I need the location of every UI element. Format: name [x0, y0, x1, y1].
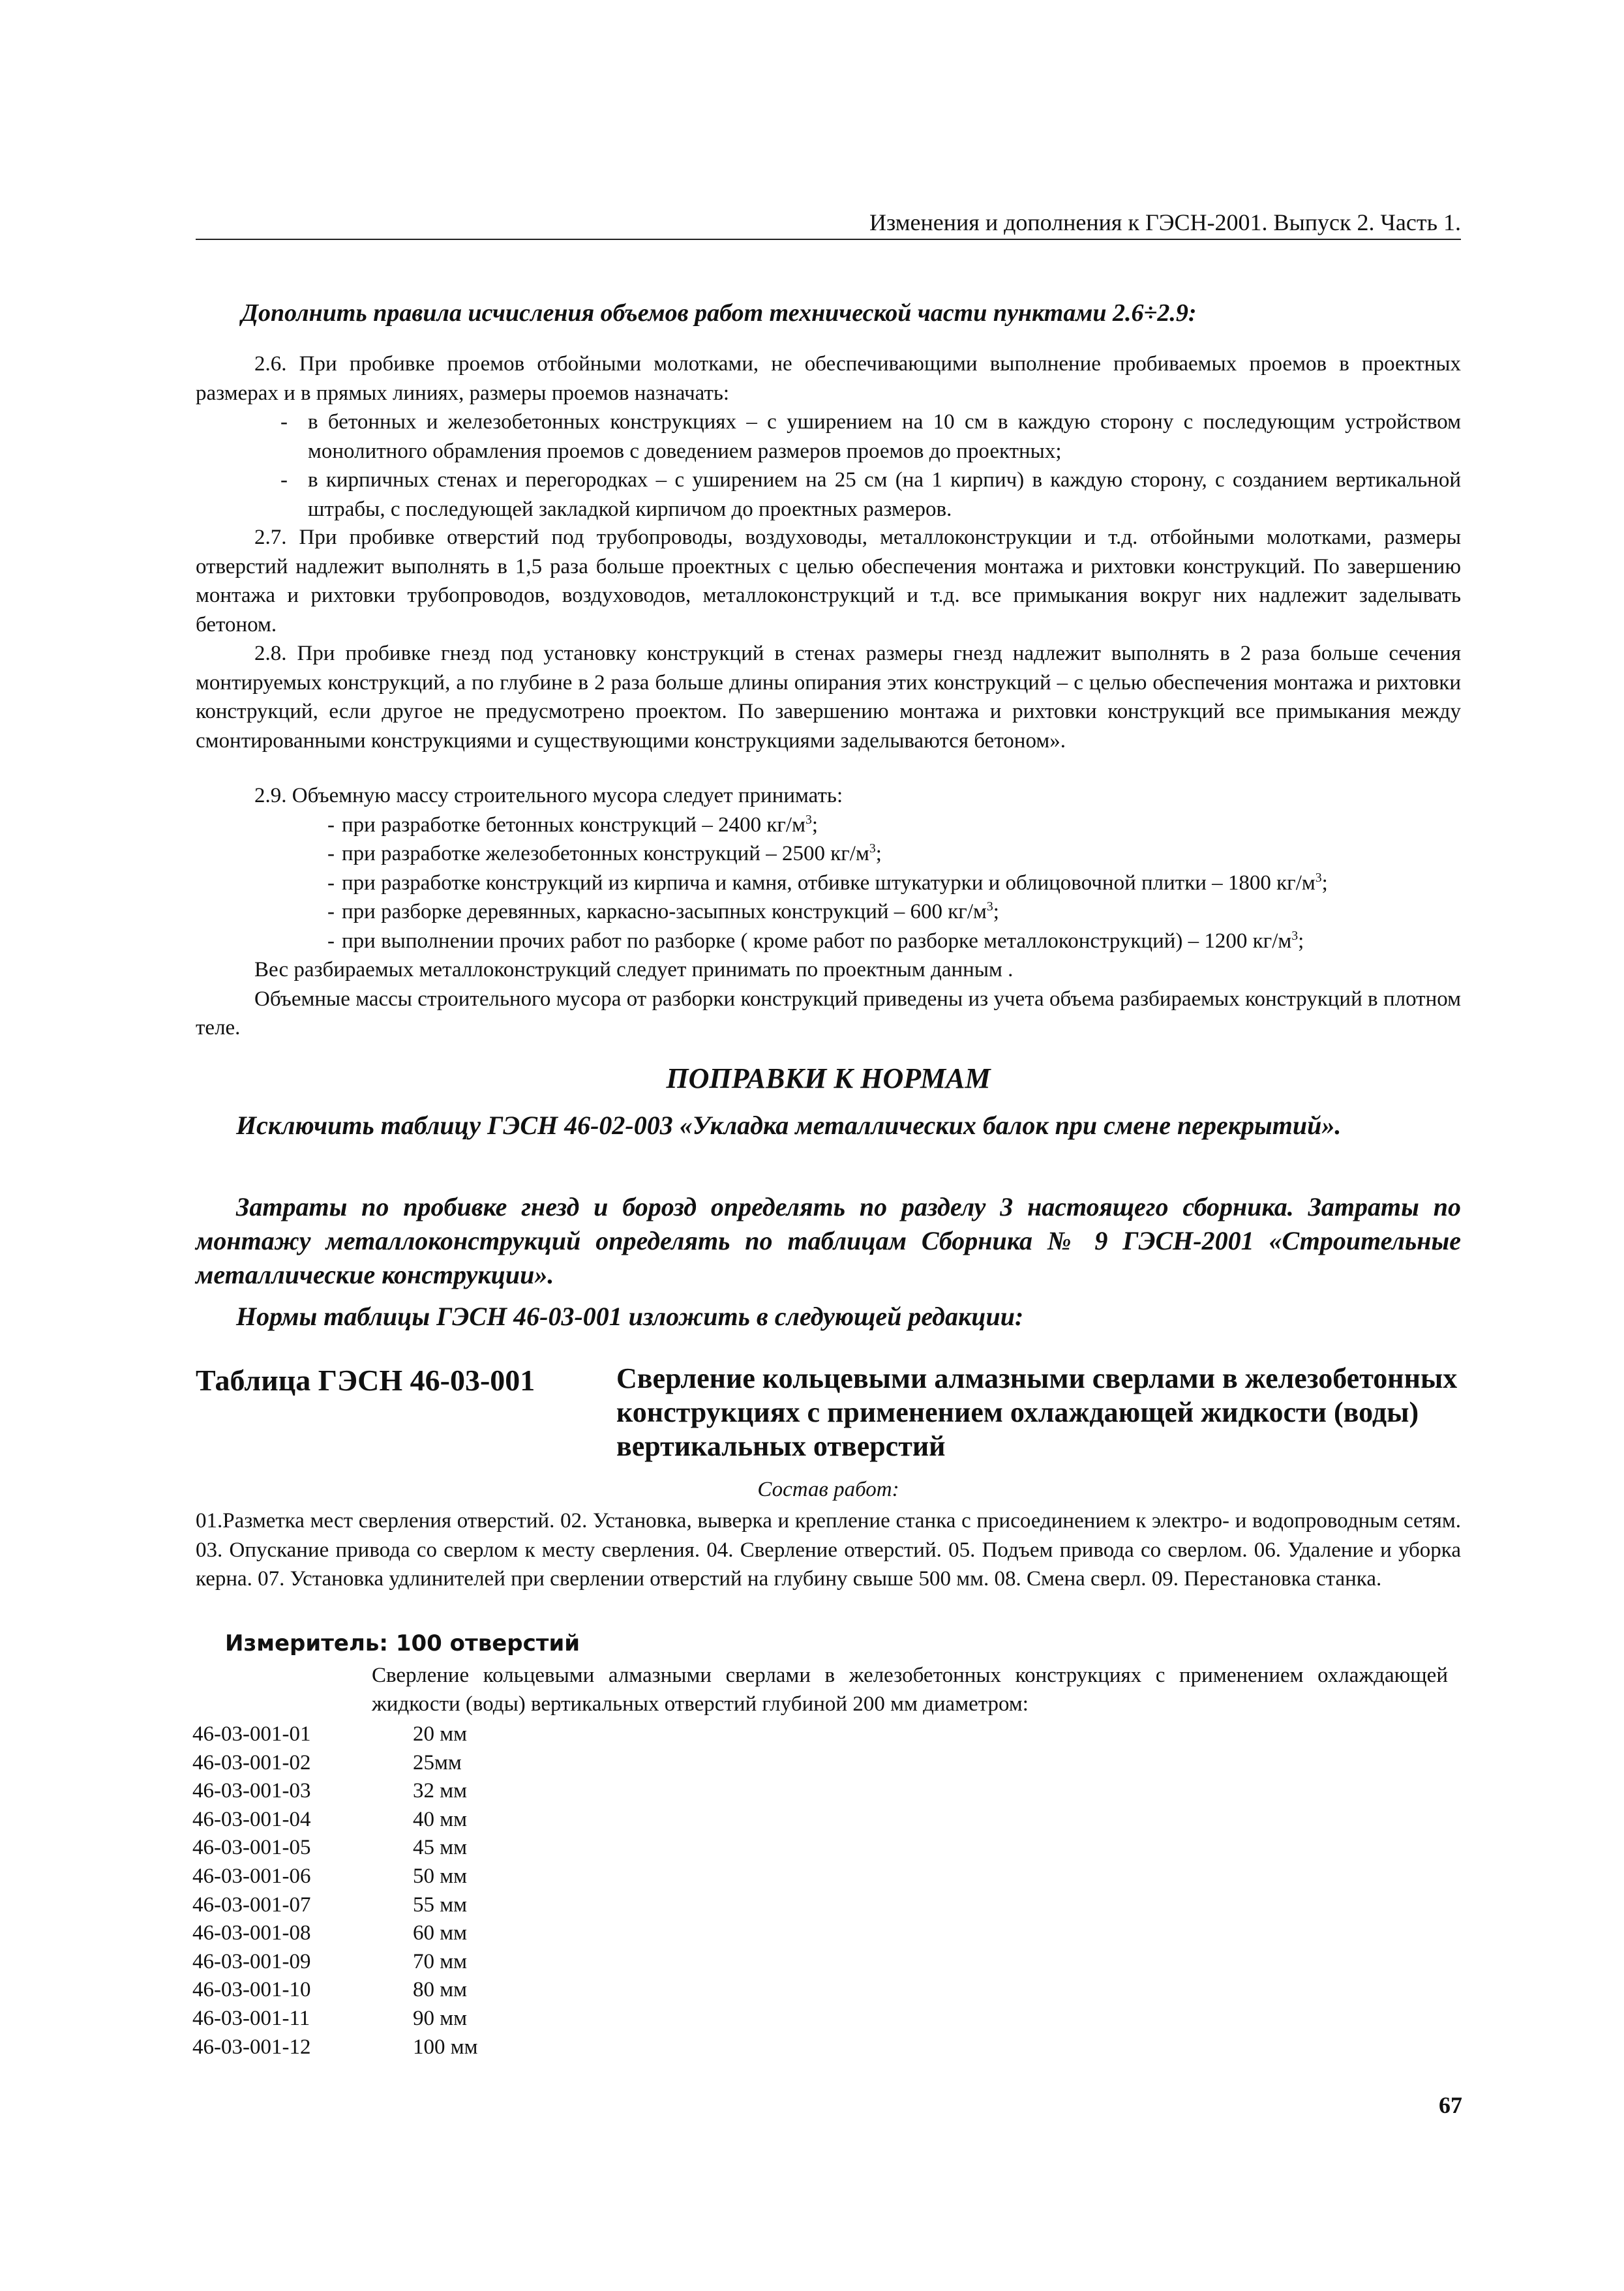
paragraph-2-7: 2.7. При пробивке отверстий под трубопроводы, воздуховоды, металлоконструкции и т.д. отбойными молотками, размеры отверстий надлежит выполнять в 1,5 раза больше проектных с целью обеспечения монтажа и рихтовки конструкций. По завершению монтажа и рихтовки трубопроводов, воздуховодов, металлоконструкций и т.д. все примыкания вокруг них надлежит заделывать бетоном. — [196, 526, 1461, 636]
corrections-title: ПОПРАВКИ К НОРМАМ — [666, 1062, 991, 1094]
section-intro: Дополнить правила исчисления объемов работ технической части пунктами 2.6÷2.9: — [241, 299, 1197, 327]
table-description: Сверление кольцевыми алмазными сверлами в железобетонных конструкциях с применением охлаждающей жидкости (воды) вертикальных отверстий глубиной 200 мм диаметром: — [372, 1664, 1448, 1716]
volume-item: - при разборке деревянных, каркасно-засыпных конструкций – 600 $кг/м^3$; — [327, 899, 999, 923]
table-row: 46-03-001-04 40 мм — [192, 1807, 468, 1831]
paragraph-2-9 — [196, 781, 1461, 1043]
table-row: 46-03-001-11 90 мм — [192, 2006, 468, 2030]
paragraph-2-6-item: - в бетонных и железобетонных конструкциях – с уширением на 10 см в каждую сторону с последующим устройством монолитного обрамления проемов с доведением размеров проемов до проектных; — [280, 410, 1461, 463]
volume-item: - при разработке бетонных конструкций – 2400 $кг/м^3$; — [327, 812, 819, 837]
volume-item: - при выполнении прочих работ по разборке ( кроме работ по разборке металлоконструкций) – 1200 $кг/м^3$; — [327, 928, 1304, 953]
norms-note: Нормы таблицы ГЭСН 46-03-001 изложить в следующей редакции: — [236, 1302, 1024, 1331]
table-rows — [192, 1720, 714, 2061]
header-rule — [196, 239, 1461, 240]
volume-note: Объемные массы строительного мусора от разборки конструкций приведены из учета объема разбираемых конструкций в плотном теле. — [196, 987, 1461, 1040]
table-row: 46-03-001-08 60 мм — [192, 1921, 468, 1945]
paragraph-2-6-item: - в кирпичных стенах и перегородках – с уширением на 25 см (на 1 кирпич) в каждую сторону, с созданием вертикальной штрабы, с последующей закладкой кирпичом до проектных размеров. — [280, 468, 1461, 521]
table-row: 46-03-001-05 45 мм — [192, 1836, 468, 1860]
works-text: 01.Разметка мест сверления отверстий. 02. Установка, выверка и крепление станка с присоединением к электро- и водопроводным сетям. 03. Опускание привода со сверлом к месту сверления. 04. Сверление отверстий. 05. Подъем привода со сверлом. 06. Удаление и уборка керна. 07. Установка удлинителей при сверлении отверстий на глубину свыше 500 мм. 08. Смена сверл. 09. Перестановка станка. — [196, 1509, 1461, 1591]
paragraph-2-6-lead: 2.6. При пробивке проемов отбойными молотками, не обеспечивающими выполнение пробиваемых проемов в проектных размерах и в прямых линиях, размеры проемов назначать: — [196, 352, 1461, 405]
table-row: 46-03-001-09 70 мм — [192, 1949, 468, 1973]
paragraph-2-8: 2.8. При пробивке гнезд под установку конструкций в стенах размеры гнезд надлежит выполнять в 2 раза больше сечения монтируемых конструкций, а по глубине в 2 раза больше длины опирания этих конструкций – с целью обеспечения монтажа и рихтовки конструкций, если другое не предусмотрено проектом. По завершению монтажа и рихтовки конструкций все примыкания между смонтированными конструкциями и существующими конструкциями заделываются бетоном». — [196, 642, 1461, 753]
table-row: 46-03-001-12 100 мм — [192, 2035, 478, 2059]
table-code: Таблица ГЭСН 46-03-001 — [196, 1364, 535, 1397]
table-row: 46-03-001-01 20 мм — [192, 1722, 468, 1746]
table-row: 46-03-001-03 32 мм — [192, 1779, 468, 1803]
exclude-note: Исключить таблицу ГЭСН 46-02-003 «Укладка металлических балок при смене перекрытий». — [236, 1111, 1342, 1140]
page-number: 67 — [1439, 2092, 1462, 2118]
measure-unit: Измеритель: 100 отверстий — [225, 1630, 580, 1656]
volume-item: - при разработке железобетонных конструкций – 2500 $кг/м^3$; — [327, 841, 882, 865]
weight-note: Вес разбираемых металлоконструкций следует принимать по проектным данным . — [254, 958, 1014, 981]
table-title: Сверление кольцевыми алмазными сверлами в железобетонных конструкциях с применением охлаждающей жидкости (воды) вертикальных отверстий — [616, 1362, 1458, 1462]
page-header: Изменения и дополнения к ГЭСН-2001. Выпуск 2. Часть 1. — [869, 209, 1461, 235]
table-row: 46-03-001-07 55 мм — [192, 1893, 468, 1917]
costs-note: Затраты по пробивке гнезд и борозд определять по разделу 3 настоящего сборника. Затраты по монтажу металлоконструкций определять по таблицам Сборника № 9 ГЭСН-2001 «Строительные металлические конструкции». — [196, 1192, 1461, 1289]
table-row: 46-03-001-10 80 мм — [192, 1978, 468, 2002]
volume-item: - при разработке конструкций из кирпича и камня, отбивке штукатурки и облицовочной плитки – 1800 $кг/м^3$; — [327, 870, 1328, 895]
table-row: 46-03-001-02 25мм — [192, 1750, 462, 1774]
paragraph-2-6 — [196, 350, 1461, 524]
paragraph-2-9-lead: 2.9. Объемную массу строительного мусора следует принимать: — [254, 784, 843, 807]
works-label: Состав работ: — [757, 1478, 899, 1501]
table-row: 46-03-001-06 50 мм — [192, 1864, 468, 1888]
